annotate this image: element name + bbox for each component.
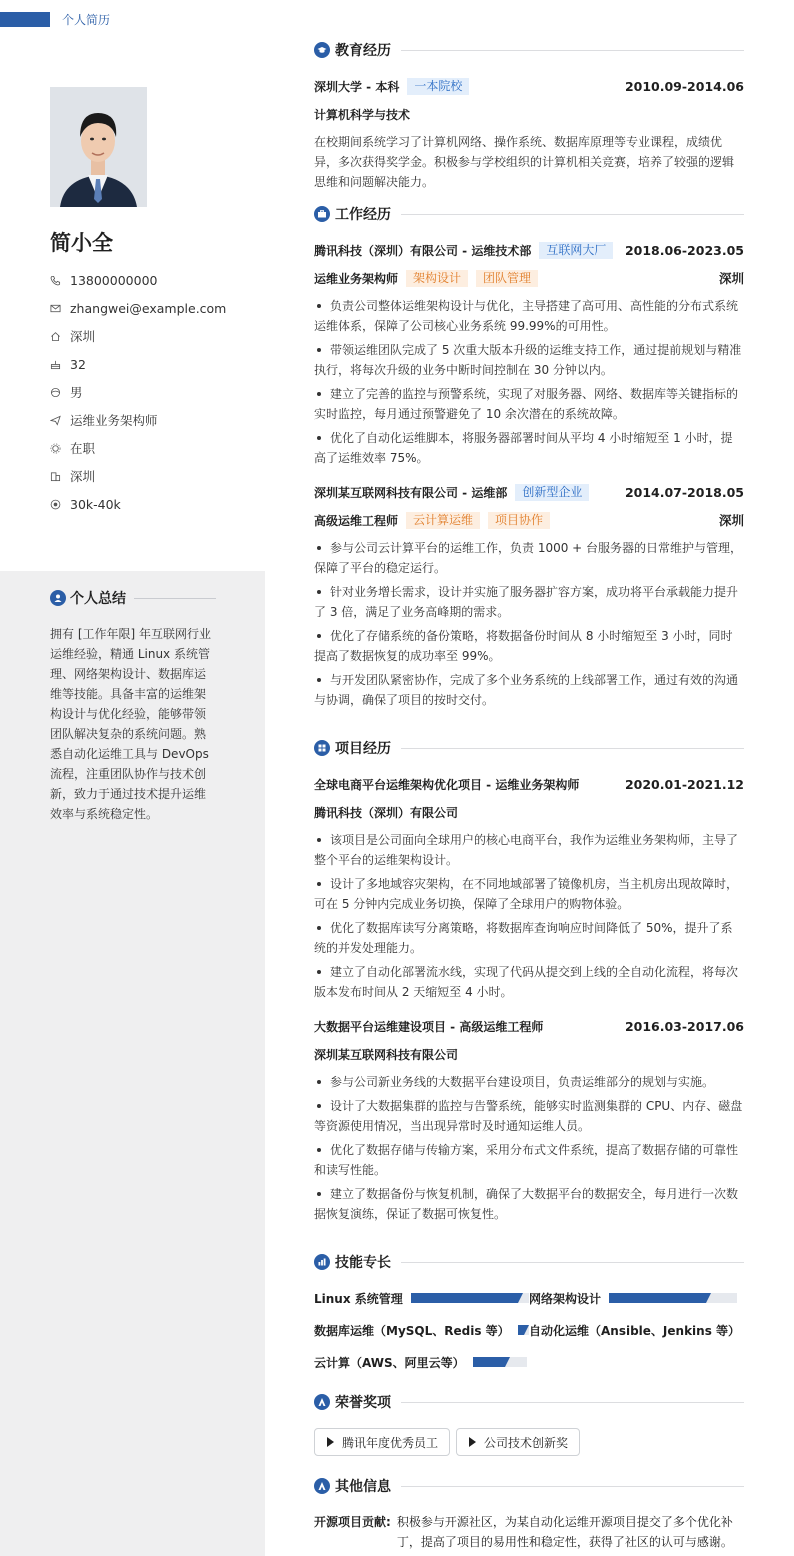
bar-chart-icon [314,1254,330,1270]
education-major-row [314,104,744,124]
cake-icon [50,359,70,370]
graduation-cap-icon [314,42,330,58]
education-major: 计算机科学与技术 [314,107,411,122]
gender-icon [50,387,70,398]
other-label: 开源项目贡献: [314,1515,391,1529]
list-item: 设计了多地域容灾架构，在不同地域部署了镜像机房，当主机房出现故障时，可在 5 分钟内完成业务切换，保障了全球用户的购物体验。 [314,874,744,914]
divider [401,214,744,215]
job-header: 深圳某互联网科技有限公司 - 运维部 创新型企业 2014.07-2018.05 [314,484,744,500]
list-item: 负责公司整体运维架构设计与优化，主导搭建了高可用、高性能的分布式系统运维体系，保障了公司核心业务系统 99.99%的可用性。 [314,296,744,336]
job-role-row: 高级运维工程师 云计算运维 项目协作 深圳 [314,512,744,528]
info-location: 深圳 [50,322,260,350]
info-icon [314,1478,330,1494]
grid-icon [314,740,330,756]
project-period: 2016.03-2017.06 [624,1018,744,1034]
education-row: 深圳大学 - 本科 一本院校 2010.09-2014.06 [314,78,744,94]
skill-tag: 云计算运维 [406,512,480,529]
project-company-row: 腾讯科技（深圳）有限公司 [314,805,459,820]
skill-tag: 团队管理 [476,270,538,287]
awards-heading: 荣誉奖项 [314,1390,744,1414]
list-item: 优化了数据存储与传输方案，采用分布式文件系统，提高了数据存储的可靠性和读写性能。 [314,1140,744,1180]
main-content [314,38,744,1552]
project-period: 2020.01-2021.12 [624,776,744,792]
skills-heading: 技能专长 [314,1250,744,1274]
list-item: 参与公司云计算平台的运维工作，负责 1000 + 台服务器的日常维护与管理，保障了平台的稳定运行。 [314,538,744,578]
education-heading: 教育经历 [314,38,744,62]
skill-item: Linux 系统管理 [314,1282,529,1314]
status-icon [50,443,70,454]
skill-track [518,1325,529,1335]
coin-icon [50,499,70,510]
skill-tag: 项目协作 [488,512,550,529]
award-item: 腾讯年度优秀员工 [314,1428,450,1456]
list-item: 建立了自动化部署流水线，实现了代码从提交到上线的全自动化流程，将每次版本发布时间从 2 天缩短至 4 小时。 [314,962,744,1002]
list-item: 优化了自动化运维脚本，将服务器部署时间从平均 4 小时缩短至 1 小时，提高了运维效率 75%。 [314,428,744,468]
list-item: 建立了完善的监控与预警系统，实现了对服务器、网络、数据库等关键指标的实时监控，每月通过预警避免了 10 余次潜在的系统故障。 [314,384,744,424]
skill-item: 数据库运维（MySQL、Redis 等） [314,1314,529,1346]
project-bullets [314,1072,744,1224]
play-icon [469,1437,476,1447]
list-item: 优化了存储系统的备份策略，将数据备份时间从 8 小时缩短至 3 小时，同时提高了数据恢复的成功率至 99%。 [314,626,744,666]
list-item: 与开发团队紧密协作，完成了多个业务系统的上线部署工作，通过有效的沟通与协调，确保了项目的按时交付。 [314,670,744,710]
job-role-row: 运维业务架构师 架构设计 团队管理 深圳 [314,270,744,286]
list-item: 该项目是公司面向全球用户的核心电商平台，我作为运维业务架构师，主导了整个平台的运维架构设计。 [314,830,744,870]
job-bullets [314,296,744,468]
mail-icon [50,303,70,314]
job-bullets [314,538,744,710]
job-period: 2014.07-2018.05 [624,484,744,500]
projects-heading: 项目经历 [314,736,744,760]
skill-fill [609,1293,706,1303]
top-header [0,0,794,40]
other-info-row [314,1512,744,1552]
summary-heading: 个人总结 [50,588,216,608]
job-tag: 互联网大厂 [539,242,613,259]
home-icon [50,331,70,342]
education-desc: 在校期间系统学习了计算机网络、操作系统、数据库原理等专业课程，成绩优异，多次获得奖学金。积极参与学校组织的计算机相关竞赛，培养了较强的逻辑思维和问题解决能力。 [314,135,735,189]
awards-list [314,1428,744,1456]
contact-info-list [50,266,260,518]
skill-track [411,1293,529,1303]
header-accent-bar [0,12,50,27]
profile-photo [50,87,147,207]
info-target-city: 深圳 [50,462,260,490]
job-city: 深圳 [718,271,744,286]
education-tag: 一本院校 [407,78,469,95]
profile-name: 简小全 [50,231,113,255]
divider [134,598,216,599]
skill-item: 自动化运维（Ansible、Jenkins 等） [529,1314,744,1346]
skill-item: 网络架构设计 [529,1282,744,1314]
divider [401,1402,744,1403]
summary-text: 拥有 [工作年限] 年互联网行业运维经验，精通 Linux 系统管理、网络架构设计、数据库运维等技能。具备丰富的运维架构设计与优化经验，能够带领团队解决复杂的系统问题。熟悉自动化运维工具与 DevOps 流程，注重团队协作与技术创新，致力于通过技术提升运维效率与系统稳定性。 [50,627,211,821]
skill-tag: 架构设计 [406,270,468,287]
phone-icon [50,275,70,286]
briefcase-icon [314,206,330,222]
building-icon [50,471,70,482]
list-item: 参与公司新业务线的大数据平台建设项目，负责运维部分的规划与实施。 [314,1072,744,1092]
skill-fill [518,1325,524,1335]
skill-track [473,1357,527,1367]
list-item: 建立了数据备份与恢复机制，确保了大数据平台的数据安全，每月进行一次数据恢复演练，保证了数据可恢复性。 [314,1184,744,1224]
skill-fill [473,1357,506,1367]
info-position: 运维业务架构师 [50,406,260,434]
user-icon [50,590,66,606]
info-phone: 13800000000 [50,266,260,294]
award-item: 公司技术创新奖 [456,1428,580,1456]
skills-list [314,1282,744,1378]
other-text: 积极参与开源社区，为某自动化运维开源项目提交了多个优化补丁，提高了项目的易用性和稳定性，获得了社区的认可与感谢。 [396,1515,733,1549]
divider [401,50,744,51]
info-age: 32 [50,350,260,378]
project-company-row: 深圳某互联网科技有限公司 [314,1047,459,1062]
header-label: 个人简历 [62,13,111,27]
list-item: 带领运维团队完成了 5 次重大版本升级的运维支持工作，通过提前规划与精准执行，将每次升级的业务中断时间控制在 30 分钟以内。 [314,340,744,380]
send-icon [50,415,70,426]
divider [401,1486,744,1487]
project-header: 全球电商平台运维架构优化项目 - 运维业务架构师 2020.01-2021.12 [314,776,744,792]
work-heading: 工作经历 [314,202,744,226]
other-heading: 其他信息 [314,1474,744,1498]
job-tag: 创新型企业 [515,484,589,501]
info-salary: 30k-40k [50,490,260,518]
list-item: 优化了数据库读写分离策略，将数据库查询响应时间降低了 50%，提升了系统的并发处理能力。 [314,918,744,958]
project-bullets [314,830,744,1002]
divider [401,1262,744,1263]
skill-track [609,1293,737,1303]
skill-fill [411,1293,518,1303]
info-gender: 男 [50,378,260,406]
skill-item: 云计算（AWS、阿里云等） [314,1346,529,1378]
project-header: 大数据平台运维建设项目 - 高级运维工程师 2016.03-2017.06 [314,1018,744,1034]
play-icon [327,1437,334,1447]
info-email: zhangwei@example.com [50,294,260,322]
list-item: 针对业务增长需求，设计并实施了服务器扩容方案，成功将平台承载能力提升了 3 倍，满足了业务高峰期的需求。 [314,582,744,622]
award-icon [314,1394,330,1410]
job-header: 腾讯科技（深圳）有限公司 - 运维技术部 互联网大厂 2018.06-2023.05 [314,242,744,258]
education-period: 2010.09-2014.06 [624,78,744,94]
list-item: 设计了大数据集群的监控与告警系统，能够实时监测集群的 CPU、内存、磁盘等资源使用情况，当出现异常时及时通知运维人员。 [314,1096,744,1136]
job-period: 2018.06-2023.05 [624,242,744,258]
divider [401,748,744,749]
info-status: 在职 [50,434,260,462]
job-city: 深圳 [718,513,744,528]
